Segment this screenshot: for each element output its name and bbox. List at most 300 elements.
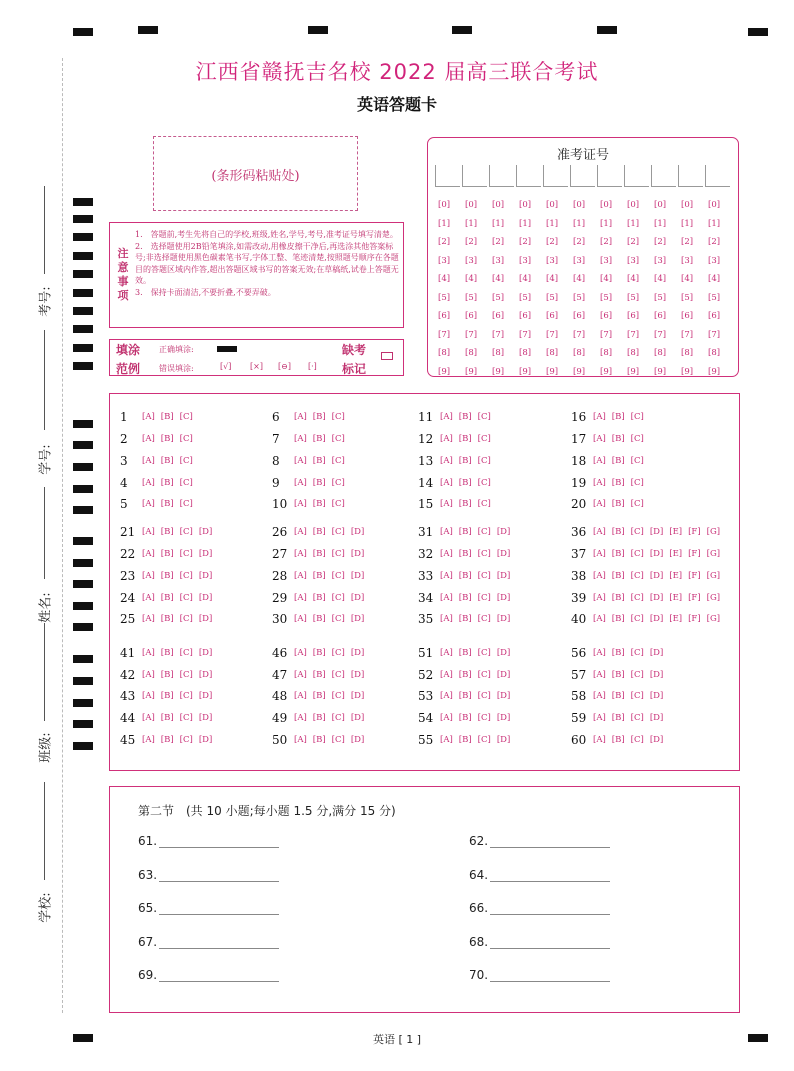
answer-bubble[interactable]: [D] xyxy=(496,713,511,723)
answer-bubble[interactable]: [D] xyxy=(649,648,664,658)
answer-bubble[interactable]: [D] xyxy=(350,691,365,701)
answer-bubble[interactable]: [D] xyxy=(649,549,664,559)
answer-bubble[interactable]: [C] xyxy=(331,456,345,466)
answer-bubble[interactable]: [A] xyxy=(142,571,155,581)
answer-line[interactable] xyxy=(490,969,610,982)
answer-bubble[interactable]: [B] xyxy=(611,614,625,624)
answer-bubble[interactable]: [B] xyxy=(611,713,625,723)
answer-bubble[interactable]: [D] xyxy=(496,549,511,559)
digit-bubble[interactable]: [1] xyxy=(573,218,586,229)
answer-bubble[interactable]: [A] xyxy=(294,527,307,537)
digit-bubble[interactable]: [5] xyxy=(465,292,478,303)
answer-bubble[interactable]: [A] xyxy=(294,478,307,488)
digit-bubble[interactable]: [8] xyxy=(573,348,586,359)
answer-bubble[interactable]: [A] xyxy=(142,478,155,488)
digit-bubble[interactable]: [1] xyxy=(600,218,613,229)
digit-bubble[interactable]: [5] xyxy=(600,292,613,303)
answer-bubble[interactable]: [D] xyxy=(649,670,664,680)
answer-bubble[interactable]: [D] xyxy=(198,713,213,723)
answer-bubble[interactable]: [B] xyxy=(458,434,472,444)
answer-line[interactable] xyxy=(159,969,279,982)
answer-bubble[interactable]: [C] xyxy=(477,614,491,624)
digit-bubble[interactable]: [3] xyxy=(438,255,451,266)
digit-bubble[interactable]: [0] xyxy=(573,200,586,211)
answer-bubble[interactable]: [B] xyxy=(611,478,625,488)
answer-bubble[interactable]: [C] xyxy=(630,713,644,723)
answer-bubble[interactable]: [A] xyxy=(142,614,155,624)
answer-bubble[interactable]: [A] xyxy=(440,691,453,701)
answer-bubble[interactable]: [C] xyxy=(630,735,644,745)
answer-line[interactable] xyxy=(159,936,279,949)
answer-bubble[interactable]: [A] xyxy=(294,670,307,680)
ticket-digit-cell[interactable] xyxy=(489,165,514,187)
digit-bubble[interactable]: [7] xyxy=(465,329,478,340)
answer-bubble[interactable]: [A] xyxy=(294,648,307,658)
answer-bubble[interactable]: [A] xyxy=(593,735,606,745)
answer-bubble[interactable]: [F] xyxy=(688,527,701,537)
digit-bubble[interactable]: [4] xyxy=(519,274,532,285)
digit-bubble[interactable]: [8] xyxy=(654,348,667,359)
digit-bubble[interactable]: [4] xyxy=(438,274,451,285)
answer-bubble[interactable]: [A] xyxy=(440,549,453,559)
answer-bubble[interactable]: [A] xyxy=(593,614,606,624)
answer-bubble[interactable]: [F] xyxy=(688,549,701,559)
digit-bubble[interactable]: [9] xyxy=(654,366,667,377)
digit-bubble[interactable]: [6] xyxy=(600,311,613,322)
answer-bubble[interactable]: [B] xyxy=(312,571,326,581)
answer-bubble[interactable]: [A] xyxy=(294,499,307,509)
digit-bubble[interactable]: [9] xyxy=(573,366,586,377)
answer-bubble[interactable]: [A] xyxy=(593,593,606,603)
digit-bubble[interactable]: [6] xyxy=(546,311,559,322)
digit-bubble[interactable]: [4] xyxy=(600,274,613,285)
ticket-digit-cell[interactable] xyxy=(678,165,703,187)
digit-bubble[interactable]: [0] xyxy=(438,200,451,211)
answer-bubble[interactable]: [A] xyxy=(593,549,606,559)
answer-bubble[interactable]: [B] xyxy=(611,593,625,603)
digit-bubble[interactable]: [3] xyxy=(681,255,694,266)
digit-bubble[interactable]: [5] xyxy=(519,292,532,303)
answer-bubble[interactable]: [A] xyxy=(142,735,155,745)
answer-bubble[interactable]: [D] xyxy=(198,670,213,680)
answer-bubble[interactable]: [C] xyxy=(179,478,193,488)
digit-bubble[interactable]: [8] xyxy=(519,348,532,359)
answer-bubble[interactable]: [E] xyxy=(669,527,683,537)
answer-bubble[interactable]: [B] xyxy=(160,499,174,509)
answer-bubble[interactable]: [B] xyxy=(458,499,472,509)
digit-bubble[interactable]: [5] xyxy=(681,292,694,303)
answer-bubble[interactable]: [B] xyxy=(160,434,174,444)
digit-bubble[interactable]: [4] xyxy=(627,274,640,285)
answer-bubble[interactable]: [B] xyxy=(458,648,472,658)
digit-bubble[interactable]: [9] xyxy=(600,366,613,377)
digit-bubble[interactable]: [3] xyxy=(600,255,613,266)
digit-bubble[interactable]: [1] xyxy=(654,218,667,229)
answer-bubble[interactable]: [A] xyxy=(294,735,307,745)
answer-bubble[interactable]: [C] xyxy=(477,499,491,509)
answer-bubble[interactable]: [C] xyxy=(630,412,644,422)
answer-bubble[interactable]: [C] xyxy=(630,478,644,488)
answer-line[interactable] xyxy=(159,835,279,848)
answer-bubble[interactable]: [B] xyxy=(611,434,625,444)
digit-bubble[interactable]: [9] xyxy=(681,366,694,377)
answer-bubble[interactable]: [B] xyxy=(611,735,625,745)
digit-bubble[interactable]: [9] xyxy=(438,366,451,377)
answer-bubble[interactable]: [A] xyxy=(593,691,606,701)
answer-bubble[interactable]: [C] xyxy=(630,614,644,624)
digit-bubble[interactable]: [7] xyxy=(438,329,451,340)
answer-bubble[interactable]: [B] xyxy=(458,478,472,488)
answer-bubble[interactable]: [A] xyxy=(440,527,453,537)
answer-bubble[interactable]: [A] xyxy=(440,571,453,581)
digit-bubble[interactable]: [3] xyxy=(465,255,478,266)
digit-bubble[interactable]: [7] xyxy=(708,329,721,340)
answer-bubble[interactable]: [B] xyxy=(160,670,174,680)
answer-bubble[interactable]: [A] xyxy=(142,549,155,559)
digit-bubble[interactable]: [6] xyxy=(654,311,667,322)
answer-bubble[interactable]: [D] xyxy=(496,670,511,680)
ticket-digit-cell[interactable] xyxy=(543,165,568,187)
answer-bubble[interactable]: [C] xyxy=(179,735,193,745)
answer-bubble[interactable]: [A] xyxy=(440,593,453,603)
answer-bubble[interactable]: [D] xyxy=(496,691,511,701)
digit-bubble[interactable]: [4] xyxy=(681,274,694,285)
digit-bubble[interactable]: [1] xyxy=(627,218,640,229)
answer-bubble[interactable]: [E] xyxy=(669,549,683,559)
answer-bubble[interactable]: [C] xyxy=(179,691,193,701)
answer-bubble[interactable]: [C] xyxy=(630,434,644,444)
answer-bubble[interactable]: [B] xyxy=(458,670,472,680)
digit-bubble[interactable]: [1] xyxy=(438,218,451,229)
answer-bubble[interactable]: [A] xyxy=(440,713,453,723)
digit-bubble[interactable]: [3] xyxy=(519,255,532,266)
answer-bubble[interactable]: [D] xyxy=(649,571,664,581)
answer-bubble[interactable]: [A] xyxy=(593,434,606,444)
answer-bubble[interactable]: [B] xyxy=(611,456,625,466)
digit-bubble[interactable]: [0] xyxy=(681,200,694,211)
answer-bubble[interactable]: [C] xyxy=(179,434,193,444)
digit-bubble[interactable]: [0] xyxy=(492,200,505,211)
digit-bubble[interactable]: [4] xyxy=(708,274,721,285)
answer-bubble[interactable]: [C] xyxy=(630,691,644,701)
digit-bubble[interactable]: [1] xyxy=(546,218,559,229)
digit-bubble[interactable]: [7] xyxy=(519,329,532,340)
answer-bubble[interactable]: [B] xyxy=(312,670,326,680)
answer-bubble[interactable]: [B] xyxy=(611,670,625,680)
digit-bubble[interactable]: [5] xyxy=(708,292,721,303)
answer-bubble[interactable]: [D] xyxy=(198,549,213,559)
answer-bubble[interactable]: [B] xyxy=(312,412,326,422)
answer-bubble[interactable]: [C] xyxy=(630,648,644,658)
digit-bubble[interactable]: [5] xyxy=(438,292,451,303)
ticket-digit-cell[interactable] xyxy=(705,165,730,187)
digit-bubble[interactable]: [4] xyxy=(465,274,478,285)
ticket-digit-cell[interactable] xyxy=(597,165,622,187)
digit-bubble[interactable]: [2] xyxy=(438,237,451,248)
answer-bubble[interactable]: [B] xyxy=(160,691,174,701)
answer-bubble[interactable]: [C] xyxy=(331,713,345,723)
digit-bubble[interactable]: [0] xyxy=(546,200,559,211)
digit-bubble[interactable]: [8] xyxy=(492,348,505,359)
answer-bubble[interactable]: [B] xyxy=(312,713,326,723)
answer-bubble[interactable]: [C] xyxy=(331,549,345,559)
answer-bubble[interactable]: [B] xyxy=(312,735,326,745)
answer-bubble[interactable]: [B] xyxy=(312,456,326,466)
answer-bubble[interactable]: [A] xyxy=(294,434,307,444)
digit-bubble[interactable]: [2] xyxy=(627,237,640,248)
digit-bubble[interactable]: [1] xyxy=(492,218,505,229)
answer-bubble[interactable]: [C] xyxy=(477,456,491,466)
answer-bubble[interactable]: [C] xyxy=(331,434,345,444)
answer-bubble[interactable]: [D] xyxy=(350,571,365,581)
digit-bubble[interactable]: [8] xyxy=(627,348,640,359)
answer-bubble[interactable]: [A] xyxy=(593,456,606,466)
answer-bubble[interactable]: [C] xyxy=(179,412,193,422)
answer-bubble[interactable]: [B] xyxy=(312,499,326,509)
digit-bubble[interactable]: [2] xyxy=(654,237,667,248)
digit-bubble[interactable]: [8] xyxy=(681,348,694,359)
digit-bubble[interactable]: [0] xyxy=(654,200,667,211)
answer-bubble[interactable]: [B] xyxy=(160,614,174,624)
digit-bubble[interactable]: [5] xyxy=(546,292,559,303)
answer-bubble[interactable]: [D] xyxy=(198,691,213,701)
answer-bubble[interactable]: [A] xyxy=(294,593,307,603)
digit-bubble[interactable]: [4] xyxy=(654,274,667,285)
answer-bubble[interactable]: [D] xyxy=(198,571,213,581)
answer-bubble[interactable]: [D] xyxy=(350,648,365,658)
answer-bubble[interactable]: [C] xyxy=(477,549,491,559)
answer-bubble[interactable]: [A] xyxy=(440,735,453,745)
answer-bubble[interactable]: [A] xyxy=(440,478,453,488)
digit-bubble[interactable]: [3] xyxy=(492,255,505,266)
answer-bubble[interactable]: [D] xyxy=(350,549,365,559)
answer-bubble[interactable]: [C] xyxy=(331,735,345,745)
answer-bubble[interactable]: [A] xyxy=(142,713,155,723)
digit-bubble[interactable]: [6] xyxy=(519,311,532,322)
answer-bubble[interactable]: [B] xyxy=(160,593,174,603)
answer-bubble[interactable]: [B] xyxy=(312,434,326,444)
answer-bubble[interactable]: [A] xyxy=(142,456,155,466)
digit-bubble[interactable]: [9] xyxy=(708,366,721,377)
digit-bubble[interactable]: [2] xyxy=(681,237,694,248)
answer-bubble[interactable]: [B] xyxy=(160,713,174,723)
digit-bubble[interactable]: [0] xyxy=(600,200,613,211)
digit-bubble[interactable]: [2] xyxy=(708,237,721,248)
answer-bubble[interactable]: [C] xyxy=(477,670,491,680)
answer-bubble[interactable]: [B] xyxy=(458,593,472,603)
answer-bubble[interactable]: [A] xyxy=(142,412,155,422)
answer-bubble[interactable]: [A] xyxy=(142,691,155,701)
answer-bubble[interactable]: [B] xyxy=(160,735,174,745)
answer-bubble[interactable]: [A] xyxy=(142,648,155,658)
answer-bubble[interactable]: [D] xyxy=(649,614,664,624)
digit-bubble[interactable]: [6] xyxy=(438,311,451,322)
answer-bubble[interactable]: [C] xyxy=(630,670,644,680)
digit-bubble[interactable]: [2] xyxy=(573,237,586,248)
digit-bubble[interactable]: [9] xyxy=(546,366,559,377)
digit-bubble[interactable]: [2] xyxy=(546,237,559,248)
digit-bubble[interactable]: [1] xyxy=(708,218,721,229)
answer-bubble[interactable]: [F] xyxy=(688,571,701,581)
answer-bubble[interactable]: [B] xyxy=(458,713,472,723)
digit-bubble[interactable]: [7] xyxy=(681,329,694,340)
answer-bubble[interactable]: [C] xyxy=(179,593,193,603)
digit-bubble[interactable]: [3] xyxy=(654,255,667,266)
answer-bubble[interactable]: [A] xyxy=(593,527,606,537)
answer-line[interactable] xyxy=(159,869,279,882)
ticket-digit-cell[interactable] xyxy=(462,165,487,187)
digit-bubble[interactable]: [7] xyxy=(492,329,505,340)
digit-bubble[interactable]: [7] xyxy=(546,329,559,340)
answer-bubble[interactable]: [C] xyxy=(477,648,491,658)
answer-bubble[interactable]: [B] xyxy=(611,691,625,701)
answer-bubble[interactable]: [C] xyxy=(630,549,644,559)
answer-bubble[interactable]: [B] xyxy=(160,478,174,488)
answer-bubble[interactable]: [C] xyxy=(630,593,644,603)
answer-bubble[interactable]: [F] xyxy=(688,614,701,624)
answer-bubble[interactable]: [D] xyxy=(496,593,511,603)
digit-bubble[interactable]: [3] xyxy=(708,255,721,266)
answer-bubble[interactable]: [A] xyxy=(593,478,606,488)
digit-bubble[interactable]: [2] xyxy=(492,237,505,248)
digit-bubble[interactable]: [0] xyxy=(519,200,532,211)
answer-bubble[interactable]: [A] xyxy=(440,614,453,624)
digit-bubble[interactable]: [1] xyxy=(681,218,694,229)
answer-bubble[interactable]: [G] xyxy=(706,527,721,537)
answer-bubble[interactable]: [C] xyxy=(477,478,491,488)
answer-bubble[interactable]: [B] xyxy=(458,735,472,745)
digit-bubble[interactable]: [7] xyxy=(627,329,640,340)
answer-bubble[interactable]: [C] xyxy=(477,593,491,603)
answer-bubble[interactable]: [B] xyxy=(611,527,625,537)
answer-bubble[interactable]: [C] xyxy=(331,614,345,624)
digit-bubble[interactable]: [9] xyxy=(492,366,505,377)
digit-bubble[interactable]: [4] xyxy=(573,274,586,285)
answer-bubble[interactable]: [C] xyxy=(630,499,644,509)
answer-bubble[interactable]: [B] xyxy=(312,527,326,537)
answer-bubble[interactable]: [D] xyxy=(649,527,664,537)
digit-bubble[interactable]: [2] xyxy=(600,237,613,248)
answer-bubble[interactable]: [D] xyxy=(649,691,664,701)
answer-bubble[interactable]: [C] xyxy=(179,527,193,537)
answer-bubble[interactable]: [A] xyxy=(294,571,307,581)
answer-bubble[interactable]: [C] xyxy=(331,691,345,701)
answer-bubble[interactable]: [B] xyxy=(458,571,472,581)
digit-bubble[interactable]: [5] xyxy=(627,292,640,303)
ticket-digit-cell[interactable] xyxy=(435,165,460,187)
digit-bubble[interactable]: [7] xyxy=(600,329,613,340)
digit-bubble[interactable]: [5] xyxy=(654,292,667,303)
answer-bubble[interactable]: [D] xyxy=(350,670,365,680)
digit-bubble[interactable]: [1] xyxy=(465,218,478,229)
answer-bubble[interactable]: [G] xyxy=(706,571,721,581)
answer-bubble[interactable]: [D] xyxy=(496,571,511,581)
answer-bubble[interactable]: [C] xyxy=(179,614,193,624)
answer-bubble[interactable]: [D] xyxy=(649,735,664,745)
answer-bubble[interactable]: [C] xyxy=(179,549,193,559)
answer-bubble[interactable]: [C] xyxy=(477,434,491,444)
answer-bubble[interactable]: [D] xyxy=(350,614,365,624)
answer-bubble[interactable]: [A] xyxy=(294,691,307,701)
answer-bubble[interactable]: [B] xyxy=(611,549,625,559)
digit-bubble[interactable]: [6] xyxy=(465,311,478,322)
answer-bubble[interactable]: [C] xyxy=(630,571,644,581)
answer-bubble[interactable]: [D] xyxy=(649,713,664,723)
digit-bubble[interactable]: [2] xyxy=(465,237,478,248)
answer-bubble[interactable]: [B] xyxy=(458,456,472,466)
answer-line[interactable] xyxy=(490,869,610,882)
digit-bubble[interactable]: [1] xyxy=(519,218,532,229)
answer-bubble[interactable]: [B] xyxy=(160,648,174,658)
answer-bubble[interactable]: [B] xyxy=(160,527,174,537)
digit-bubble[interactable]: [8] xyxy=(465,348,478,359)
answer-bubble[interactable]: [B] xyxy=(312,614,326,624)
answer-bubble[interactable]: [A] xyxy=(294,614,307,624)
answer-bubble[interactable]: [D] xyxy=(350,593,365,603)
answer-bubble[interactable]: [B] xyxy=(611,412,625,422)
answer-bubble[interactable]: [D] xyxy=(198,648,213,658)
answer-line[interactable] xyxy=(490,902,610,915)
answer-bubble[interactable]: [C] xyxy=(331,571,345,581)
answer-bubble[interactable]: [A] xyxy=(294,549,307,559)
answer-bubble[interactable]: [E] xyxy=(669,571,683,581)
digit-bubble[interactable]: [7] xyxy=(573,329,586,340)
answer-bubble[interactable]: [B] xyxy=(458,614,472,624)
answer-bubble[interactable]: [D] xyxy=(350,527,365,537)
answer-bubble[interactable]: [B] xyxy=(312,549,326,559)
answer-bubble[interactable]: [A] xyxy=(440,670,453,680)
answer-bubble[interactable]: [A] xyxy=(440,434,453,444)
answer-bubble[interactable]: [A] xyxy=(294,412,307,422)
answer-bubble[interactable]: [C] xyxy=(331,593,345,603)
digit-bubble[interactable]: [7] xyxy=(654,329,667,340)
digit-bubble[interactable]: [9] xyxy=(465,366,478,377)
answer-bubble[interactable]: [A] xyxy=(294,456,307,466)
answer-bubble[interactable]: [B] xyxy=(611,648,625,658)
answer-bubble[interactable]: [D] xyxy=(198,593,213,603)
ticket-digit-cell[interactable] xyxy=(516,165,541,187)
digit-bubble[interactable]: [0] xyxy=(465,200,478,211)
answer-bubble[interactable]: [B] xyxy=(611,571,625,581)
answer-bubble[interactable]: [B] xyxy=(312,593,326,603)
digit-bubble[interactable]: [5] xyxy=(573,292,586,303)
digit-bubble[interactable]: [4] xyxy=(546,274,559,285)
absent-checkbox[interactable] xyxy=(381,352,393,360)
answer-bubble[interactable]: [D] xyxy=(496,614,511,624)
answer-bubble[interactable]: [B] xyxy=(312,478,326,488)
answer-bubble[interactable]: [D] xyxy=(649,593,664,603)
answer-bubble[interactable]: [C] xyxy=(477,713,491,723)
digit-bubble[interactable]: [9] xyxy=(519,366,532,377)
answer-bubble[interactable]: [D] xyxy=(198,614,213,624)
answer-bubble[interactable]: [A] xyxy=(593,713,606,723)
digit-bubble[interactable]: [2] xyxy=(519,237,532,248)
answer-bubble[interactable]: [F] xyxy=(688,593,701,603)
answer-bubble[interactable]: [A] xyxy=(593,670,606,680)
digit-bubble[interactable]: [0] xyxy=(627,200,640,211)
answer-bubble[interactable]: [A] xyxy=(294,713,307,723)
answer-line[interactable] xyxy=(490,835,610,848)
answer-bubble[interactable]: [D] xyxy=(350,713,365,723)
ticket-digit-cell[interactable] xyxy=(570,165,595,187)
digit-bubble[interactable]: [5] xyxy=(492,292,505,303)
answer-bubble[interactable]: [C] xyxy=(477,735,491,745)
answer-bubble[interactable]: [A] xyxy=(593,648,606,658)
digit-bubble[interactable]: [3] xyxy=(627,255,640,266)
digit-bubble[interactable]: [3] xyxy=(546,255,559,266)
answer-bubble[interactable]: [C] xyxy=(179,648,193,658)
answer-line[interactable] xyxy=(490,936,610,949)
